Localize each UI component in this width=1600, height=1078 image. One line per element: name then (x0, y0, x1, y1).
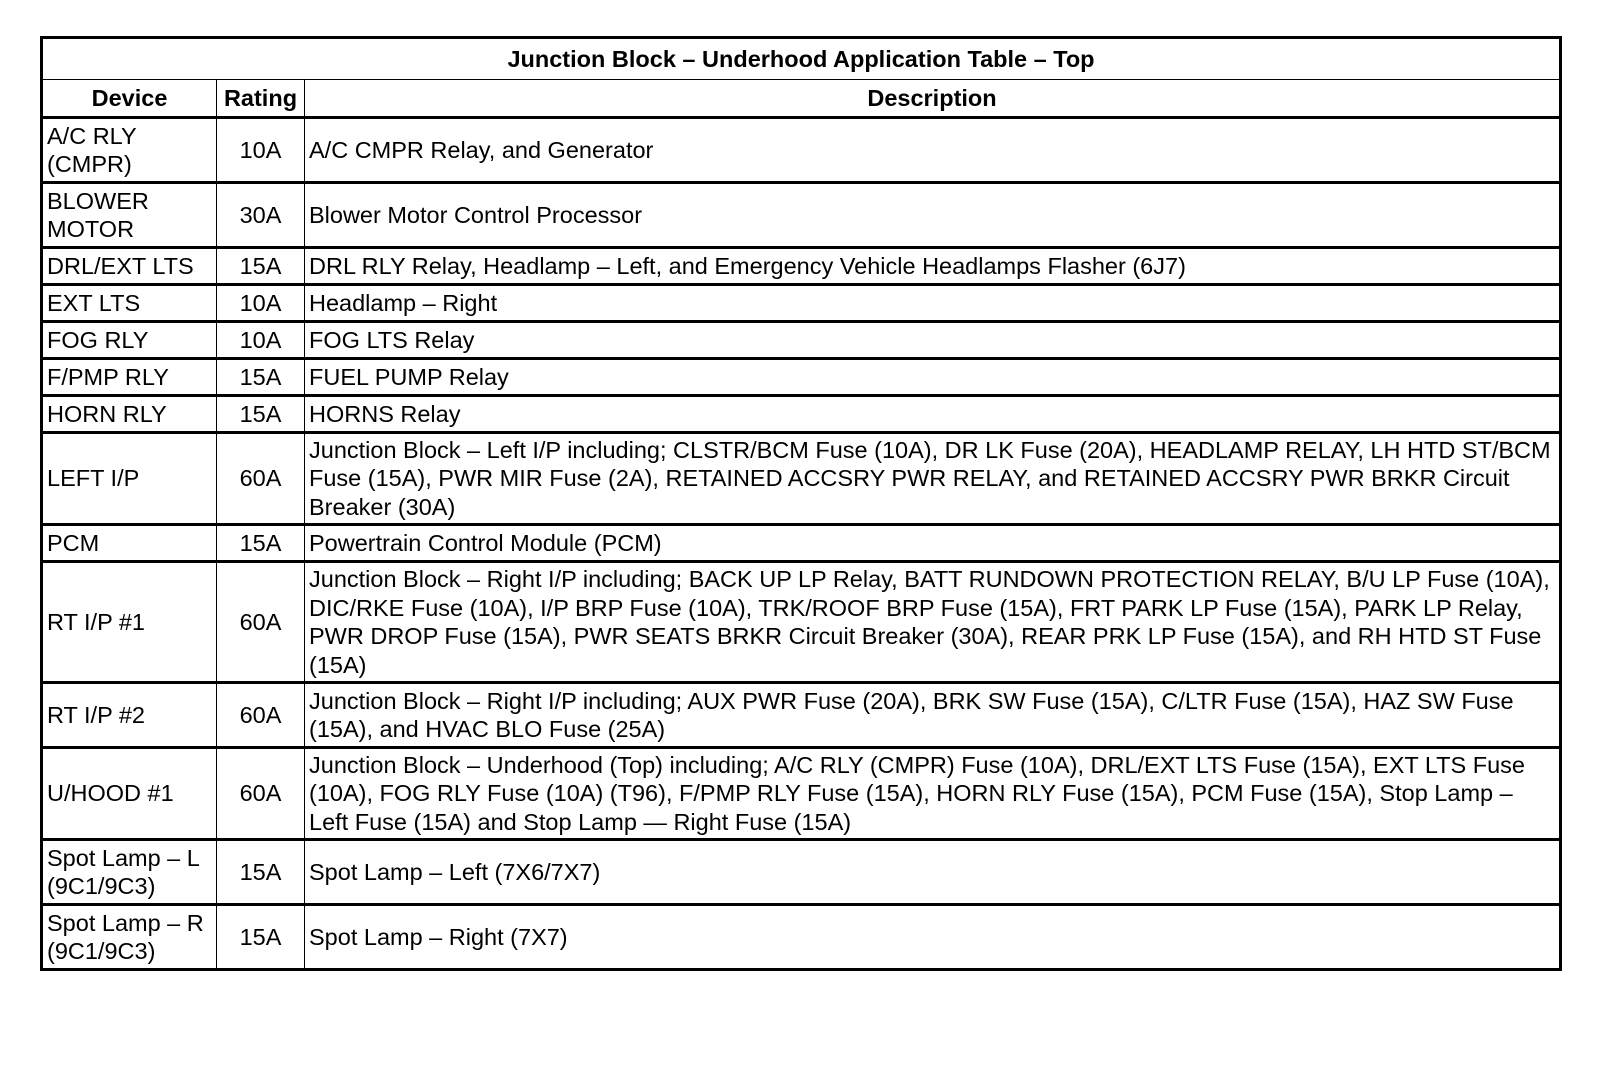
device-cell: A/C RLY (CMPR) (42, 118, 217, 183)
description-cell: Spot Lamp – Left (7X6/7X7) (305, 840, 1561, 905)
table-body (42, 118, 1561, 970)
description-cell: FOG LTS Relay (305, 322, 1561, 359)
device-cell: Spot Lamp – R (9C1/9C3) (42, 905, 217, 970)
description-cell: Junction Block – Right I/P including; BACK UP LP Relay, BATT RUNDOWN PROTECTION RELAY, B/U LP Fuse (10A), DIC/RKE Fuse (10A), I/P BRP Fuse (10A), TRK/ROOF BRP Fuse (15A), FRT PARK LP Fuse (15A), PARK LP Relay, PWR DROP Fuse (15A), PWR SEATS BRKR Circuit Breaker (30A), REAR PRK LP Fuse (15A), and RH HTD ST Fuse (15A) (305, 562, 1561, 683)
device-cell: Spot Lamp – L (9C1/9C3) (42, 840, 217, 905)
device-cell: DRL/EXT LTS (42, 248, 217, 285)
rating-cell: 10A (217, 118, 305, 183)
device-cell: BLOWER MOTOR (42, 183, 217, 248)
description-cell: Headlamp – Right (305, 285, 1561, 322)
rating-cell: 15A (217, 248, 305, 285)
table-row (42, 248, 1561, 285)
rating-cell: 15A (217, 905, 305, 970)
rating-cell: 15A (217, 840, 305, 905)
rating-cell: 15A (217, 396, 305, 433)
rating-cell: 10A (217, 285, 305, 322)
device-cell: RT I/P #1 (42, 562, 217, 683)
device-cell: LEFT I/P (42, 433, 217, 525)
rating-cell: 10A (217, 322, 305, 359)
table-row (42, 840, 1561, 905)
description-cell: HORNS Relay (305, 396, 1561, 433)
device-cell: HORN RLY (42, 396, 217, 433)
table-row (42, 396, 1561, 433)
description-cell: A/C CMPR Relay, and Generator (305, 118, 1561, 183)
description-cell: Blower Motor Control Processor (305, 183, 1561, 248)
rating-column-header: Rating (217, 80, 305, 118)
table-row (42, 525, 1561, 562)
table-row (42, 562, 1561, 683)
table-row (42, 748, 1561, 840)
device-cell: EXT LTS (42, 285, 217, 322)
rating-cell: 30A (217, 183, 305, 248)
device-cell: F/PMP RLY (42, 359, 217, 396)
description-cell: Junction Block – Right I/P including; AUX PWR Fuse (20A), BRK SW Fuse (15A), C/LTR Fuse (15A), HAZ SW Fuse (15A), and HVAC BLO Fuse (25A) (305, 683, 1561, 748)
description-cell: Junction Block – Left I/P including; CLSTR/BCM Fuse (10A), DR LK Fuse (20A), HEADLAMP RELAY, LH HTD ST/BCM Fuse (15A), PWR MIR Fuse (2A), RETAINED ACCSRY PWR RELAY, and RETAINED ACCSRY PWR BRKR Circuit Breaker (30A) (305, 433, 1561, 525)
table-row (42, 118, 1561, 183)
description-cell: DRL RLY Relay, Headlamp – Left, and Emergency Vehicle Headlamps Flasher (6J7) (305, 248, 1561, 285)
rating-cell: 60A (217, 683, 305, 748)
table-title: Junction Block – Underhood Application Table – Top (42, 38, 1561, 80)
device-cell: U/HOOD #1 (42, 748, 217, 840)
description-column-header: Description (305, 80, 1561, 118)
table-row (42, 683, 1561, 748)
table-row (42, 905, 1561, 970)
rating-cell: 60A (217, 562, 305, 683)
table-row (42, 322, 1561, 359)
device-column-header: Device (42, 80, 217, 118)
table-row (42, 285, 1561, 322)
table-row (42, 359, 1561, 396)
table-row (42, 183, 1561, 248)
description-cell: Spot Lamp – Right (7X7) (305, 905, 1561, 970)
rating-cell: 60A (217, 748, 305, 840)
rating-cell: 15A (217, 525, 305, 562)
rating-cell: 60A (217, 433, 305, 525)
description-cell: Junction Block – Underhood (Top) including; A/C RLY (CMPR) Fuse (10A), DRL/EXT LTS Fuse (15A), EXT LTS Fuse (10A), FOG RLY Fuse (10A) (T96), F/PMP RLY Fuse (15A), HORN RLY Fuse (15A), PCM Fuse (15A), Stop Lamp – Left Fuse (15A) and Stop Lamp — Right Fuse (15A) (305, 748, 1561, 840)
description-cell: FUEL PUMP Relay (305, 359, 1561, 396)
device-cell: FOG RLY (42, 322, 217, 359)
rating-cell: 15A (217, 359, 305, 396)
table-row (42, 433, 1561, 525)
description-cell: Powertrain Control Module (PCM) (305, 525, 1561, 562)
device-cell: PCM (42, 525, 217, 562)
application-table (40, 36, 1562, 971)
device-cell: RT I/P #2 (42, 683, 217, 748)
